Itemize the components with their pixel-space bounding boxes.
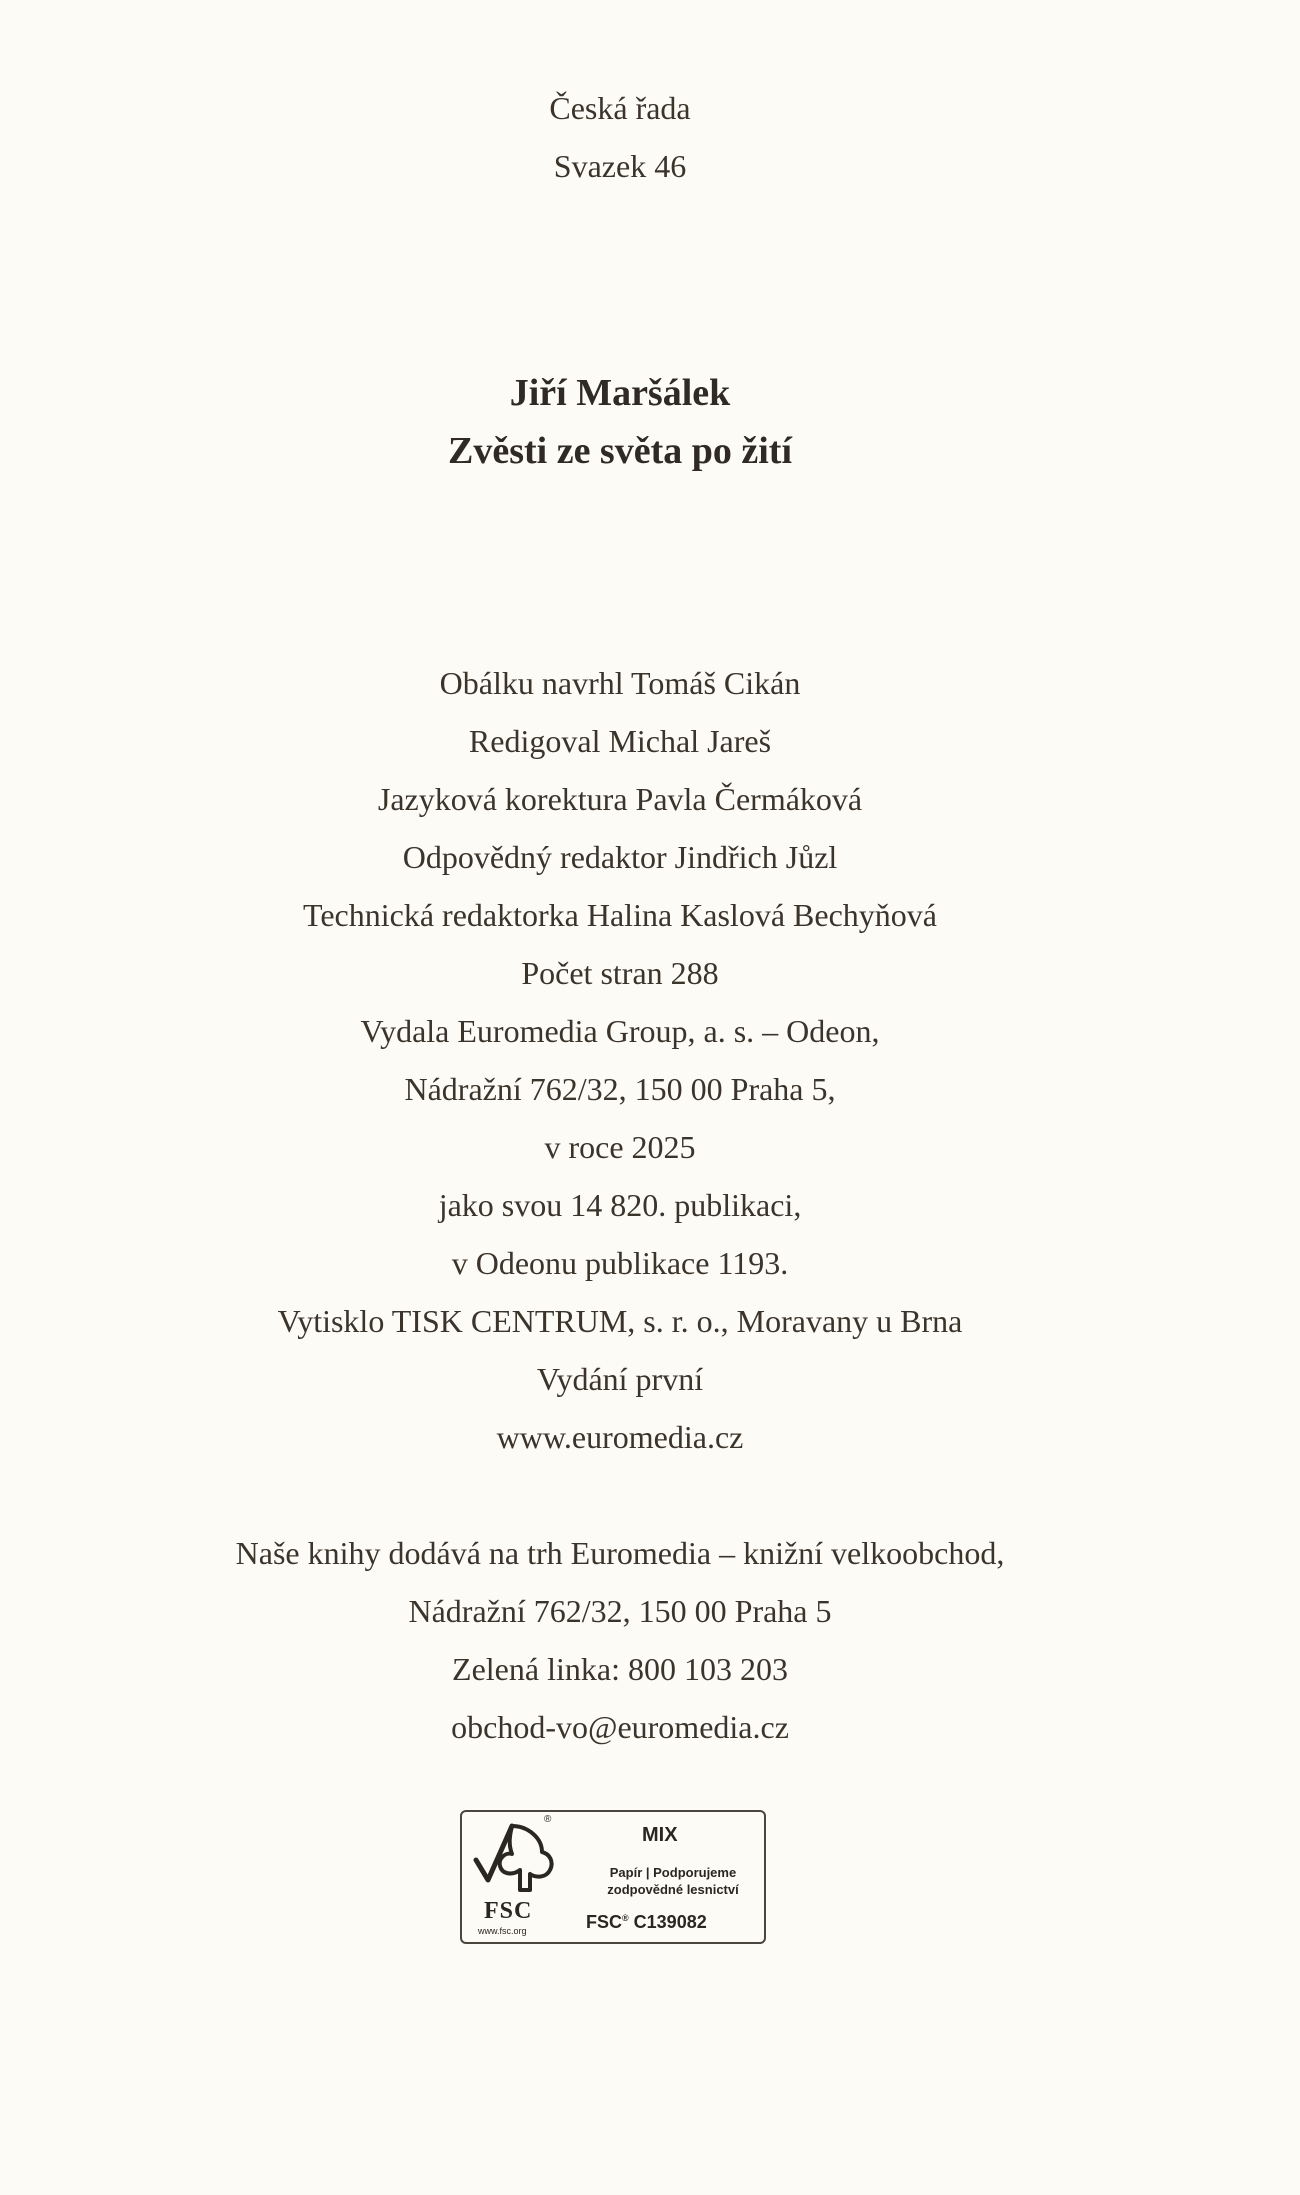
fsc-code-number: C139082 <box>633 1912 707 1932</box>
fsc-paper-line: zodpovědné lesnictví <box>607 1882 739 1897</box>
fsc-registered-mark: ® <box>544 1814 552 1825</box>
series-name: Česká řada <box>549 90 691 126</box>
fsc-paper-line: Papír | Podporujeme <box>609 1865 737 1880</box>
publisher-website: www.euromedia.cz <box>496 1419 744 1455</box>
distribution-line: Zelená linka: 800 103 203 <box>452 1651 788 1687</box>
imprint-line: Jazyková korektura Pavla Čermáková <box>377 781 863 817</box>
imprint-line: Odpovědný redaktor Jindřich Jůzl <box>402 839 838 875</box>
imprint-line: Redigoval Michal Jareš <box>468 723 772 759</box>
distribution-email: obchod-vo@euromedia.cz <box>451 1709 789 1745</box>
imprint-line: Nádražní 762/32, 150 00 Praha 5, <box>404 1071 836 1107</box>
book-author: Jiří Maršálek <box>509 372 731 414</box>
fsc-code-prefix: FSC <box>586 1912 622 1932</box>
imprint-line: Obálku navrhl Tomáš Cikán <box>439 665 801 701</box>
imprint-line: v roce 2025 <box>544 1129 696 1165</box>
imprint-line: Vytisklo TISK CENTRUM, s. r. o., Moravany u Brna <box>277 1303 963 1339</box>
fsc-logo <box>460 1810 766 1944</box>
fsc-mix-label: MIX <box>642 1824 678 1846</box>
fsc-url: www.fsc.org <box>478 1926 527 1936</box>
series-volume: Svazek 46 <box>553 148 687 184</box>
fsc-paper-text <box>582 1864 764 1898</box>
imprint-line: Počet stran 288 <box>521 955 719 991</box>
fsc-license-code <box>586 1912 707 1933</box>
imprint-line: jako svou 14 820. publikaci, <box>438 1187 802 1223</box>
fsc-code-registered-mark: ® <box>622 1913 629 1923</box>
fsc-wordmark: FSC <box>484 1898 533 1924</box>
book-title: Zvěsti ze světa po žití <box>447 430 793 472</box>
imprint-line: Vydání první <box>536 1361 704 1397</box>
fsc-tree-checkmark-icon <box>472 1818 558 1898</box>
imprint-line: Vydala Euromedia Group, a. s. – Odeon, <box>360 1013 880 1049</box>
imprint-line: Technická redaktorka Halina Kaslová Bechyňová <box>303 897 937 933</box>
imprint-line: v Odeonu publikace 1193. <box>451 1245 789 1281</box>
distribution-line: Naše knihy dodává na trh Euromedia – knižní velkoobchod, <box>235 1535 1005 1571</box>
distribution-line: Nádražní 762/32, 150 00 Praha 5 <box>408 1593 832 1629</box>
